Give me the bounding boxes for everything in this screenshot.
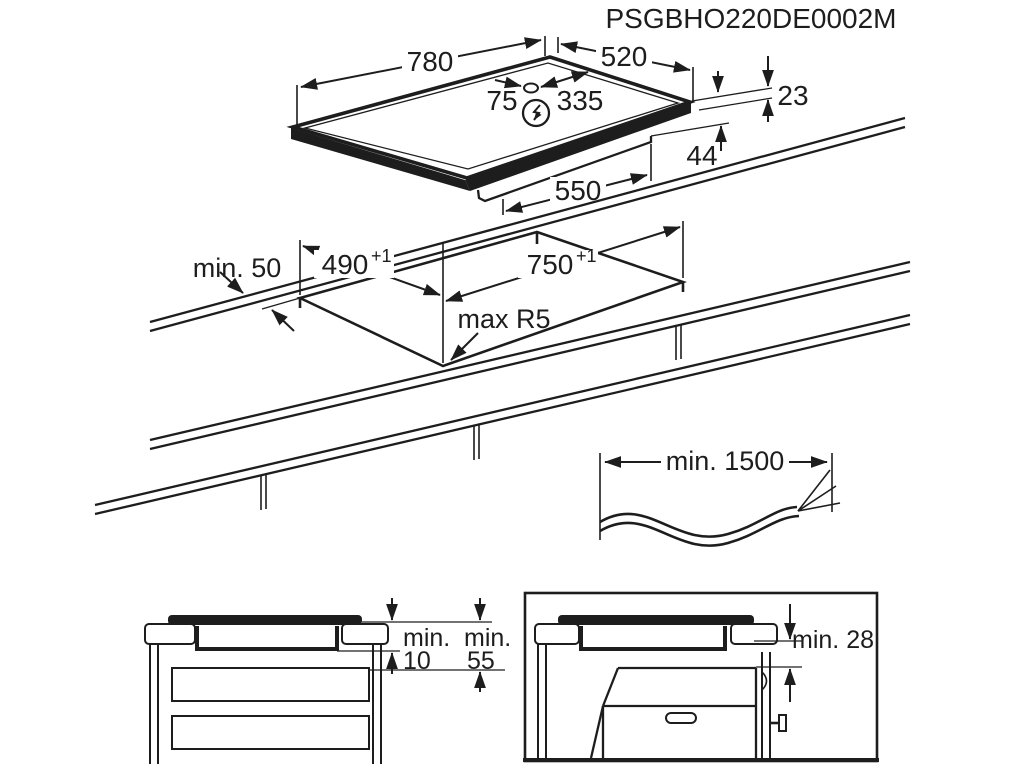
dim-clearance-min-label: min. — [464, 624, 512, 652]
dim-corner-radius — [451, 304, 551, 360]
power-cable — [600, 446, 840, 546]
oven-handle — [666, 713, 696, 723]
dim-thickness-label: 23 — [777, 80, 809, 111]
dim-cutout-depth-label: 490 — [321, 249, 369, 280]
oven-install-section — [523, 593, 879, 761]
dim-width-label: 780 — [406, 46, 454, 77]
cable-entry-point — [524, 84, 538, 93]
dim-elec-left-label: 75 — [486, 85, 518, 116]
dim-corner-radius-label: max R5 — [457, 304, 551, 334]
hob-side-left — [291, 128, 470, 191]
dim-oven-clearance-label: min. 28 — [792, 626, 874, 654]
worktop-left-piece — [535, 624, 579, 644]
worktop-right-piece — [342, 624, 388, 644]
dim-thickness-23 — [692, 56, 809, 122]
hob-tub — [197, 626, 337, 649]
drawer-upper — [172, 668, 369, 701]
dim-edge-margin-label: min. 50 — [192, 253, 282, 283]
dim-body-height-label: 44 — [686, 140, 718, 171]
cable-wave-bottom — [600, 516, 799, 546]
dim-cable-length-label: min. 1500 — [665, 446, 785, 476]
dim-body-width-550 — [503, 144, 651, 215]
dim-cutout-depth-tolerance: +1 — [371, 246, 392, 266]
dim-body-height-44 — [651, 123, 729, 171]
drawer-install-section — [145, 598, 511, 764]
product-code: PSGBHO220DE0002M — [605, 3, 897, 34]
dim-cutout-width-label: 750 — [526, 249, 574, 280]
electrical-connection-dims — [486, 72, 603, 126]
dim-gap-min-label: min. — [403, 624, 451, 652]
hob-glass-profile — [558, 615, 754, 625]
drawer-lower — [172, 716, 369, 749]
cable-wire-ends — [798, 470, 840, 511]
dim-body-width-label: 550 — [554, 175, 602, 206]
lightning-bolt-icon — [534, 105, 540, 120]
dim-edge-margin — [193, 253, 294, 331]
oven-knob — [779, 715, 786, 731]
hob-glass-profile — [168, 615, 362, 625]
dim-cutout-width-tolerance: +1 — [576, 246, 597, 266]
dim-gap-min-value: 10 — [403, 647, 431, 675]
hob-tub — [581, 626, 725, 649]
worktop-left-piece — [145, 624, 195, 644]
dim-elec-right-label: 335 — [556, 85, 604, 116]
dim-clearance-min-value: 55 — [467, 647, 495, 675]
oven — [591, 668, 786, 758]
dim-depth-label: 520 — [600, 41, 648, 72]
